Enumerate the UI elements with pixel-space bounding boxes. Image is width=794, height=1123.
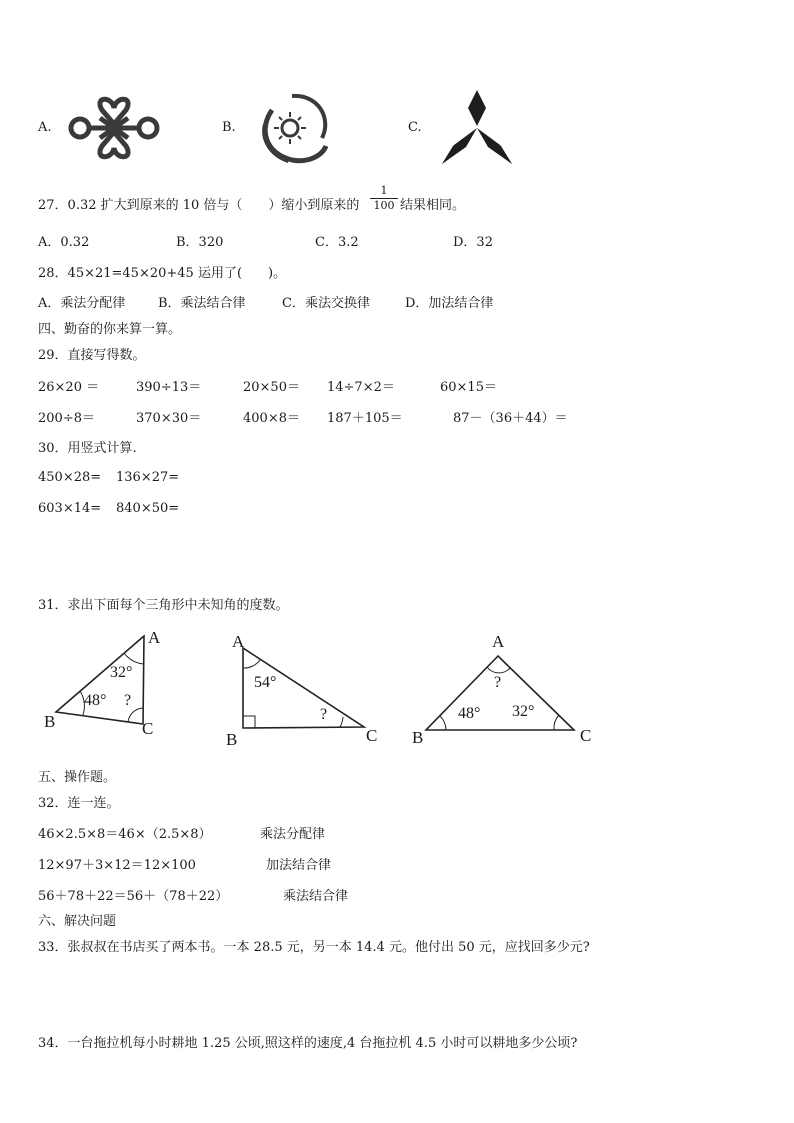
triangle-3-angle-a: ?	[494, 674, 502, 691]
q29-item: 20×50＝	[243, 380, 300, 395]
q28-option-b: B．乘法结合律	[158, 296, 246, 311]
q32-left-item: 56＋78＋22＝56＋（78＋22）	[38, 889, 229, 904]
q29-item: 14÷7×2＝	[327, 380, 395, 395]
fraction-denominator: 100	[373, 199, 395, 212]
three-diamonds-logo-icon	[436, 88, 518, 166]
q32-title: 32．连一连。	[38, 796, 120, 811]
triangle-3-angle-c: 32°	[512, 703, 535, 720]
q27-option-a: A．0.32	[38, 235, 90, 250]
triangle-3-vertex-a: A	[492, 632, 505, 651]
q32-right-item: 加法结合律	[266, 858, 332, 873]
q32-right-item: 乘法分配律	[260, 827, 326, 842]
triangle-1-vertex-b: B	[44, 712, 56, 731]
q29-item: 26×20 ＝	[38, 380, 100, 395]
q31-title: 31．求出下面每个三角形中未知角的度数。	[38, 598, 289, 613]
q28-text: 28．45×21=45×20+45 运用了( )。	[38, 266, 287, 281]
q29-title: 29．直接写得数。	[38, 348, 146, 363]
q34-text: 34．一台拖拉机每小时耕地 1.25 公顷,照这样的速度,4 台拖拉机 4.5 小时可以耕地多少公顷?	[38, 1036, 578, 1051]
q30-item: 840×50=	[116, 501, 180, 516]
section-6-heading: 六、解决问题	[38, 914, 117, 929]
knot-logo-icon	[64, 92, 164, 164]
q29-item: 60×15＝	[440, 380, 497, 395]
triangle-1-vertex-c: C	[142, 719, 154, 738]
section-4-heading: 四、勤奋的你来算一算。	[38, 322, 182, 337]
option-c-label: C.	[408, 120, 422, 135]
q27-option-d: D．32	[453, 235, 493, 250]
swirl-sun-logo-icon	[252, 90, 332, 166]
q29-item: 400×8＝	[243, 411, 300, 426]
fraction-numerator: 1	[370, 184, 398, 199]
q27-option-b: B．320	[176, 235, 224, 250]
triangle-2-vertex-a: A	[232, 632, 245, 651]
triangle-2-angle-c: ?	[320, 706, 328, 723]
triangle-3-vertex-c: C	[580, 726, 592, 745]
triangle-3-angle-b: 48°	[458, 705, 481, 722]
triangle-1-angle-a: 32°	[110, 664, 133, 681]
q29-item: 187＋105＝	[327, 411, 403, 426]
q28-option-a: A．乘法分配律	[38, 296, 126, 311]
q32-left-item: 12×97＋3×12＝12×100	[38, 858, 196, 873]
q28-option-c: C．乘法交换律	[282, 296, 370, 311]
triangle-2-angle-a: 54°	[254, 674, 277, 691]
q30-title: 30．用竖式计算.	[38, 441, 137, 456]
q29-item: 200÷8＝	[38, 411, 95, 426]
triangle-2-vertex-c: C	[366, 726, 378, 745]
section-5-heading: 五、操作题。	[38, 770, 117, 785]
triangle-3	[420, 650, 580, 740]
q29-item: 87－（36＋44）＝	[453, 411, 568, 426]
q27-text-after: 结果相同。	[400, 198, 466, 213]
q29-item: 370×30＝	[136, 411, 202, 426]
q30-item: 136×27=	[116, 470, 180, 485]
q27-option-c: C．3.2	[315, 235, 359, 250]
q30-item: 603×14=	[38, 501, 102, 516]
triangle-1-vertex-a: A	[148, 628, 161, 647]
triangle-1-angle-b: 48°	[84, 692, 107, 709]
q27-fraction	[370, 184, 398, 213]
q33-text: 33．张叔叔在书店买了两本书。一本 28.5 元，另一本 14.4 元。他付出 50 元，应找回多少元?	[38, 940, 590, 955]
triangle-3-vertex-b: B	[412, 728, 424, 747]
q32-right-item: 乘法结合律	[283, 889, 349, 904]
q27-text-before: 27．0.32 扩大到原来的 10 倍与（ ）缩小到原来的	[38, 198, 360, 213]
triangle-2-vertex-b: B	[226, 730, 238, 749]
option-b-label: B.	[222, 120, 236, 135]
q32-left-item: 46×2.5×8＝46×（2.5×8）	[38, 827, 212, 842]
q29-item: 390÷13＝	[136, 380, 202, 395]
triangle-1-angle-c: ?	[124, 692, 132, 709]
q28-option-d: D．加法结合律	[405, 296, 494, 311]
q30-item: 450×28=	[38, 470, 102, 485]
option-a-label: A.	[38, 120, 52, 135]
